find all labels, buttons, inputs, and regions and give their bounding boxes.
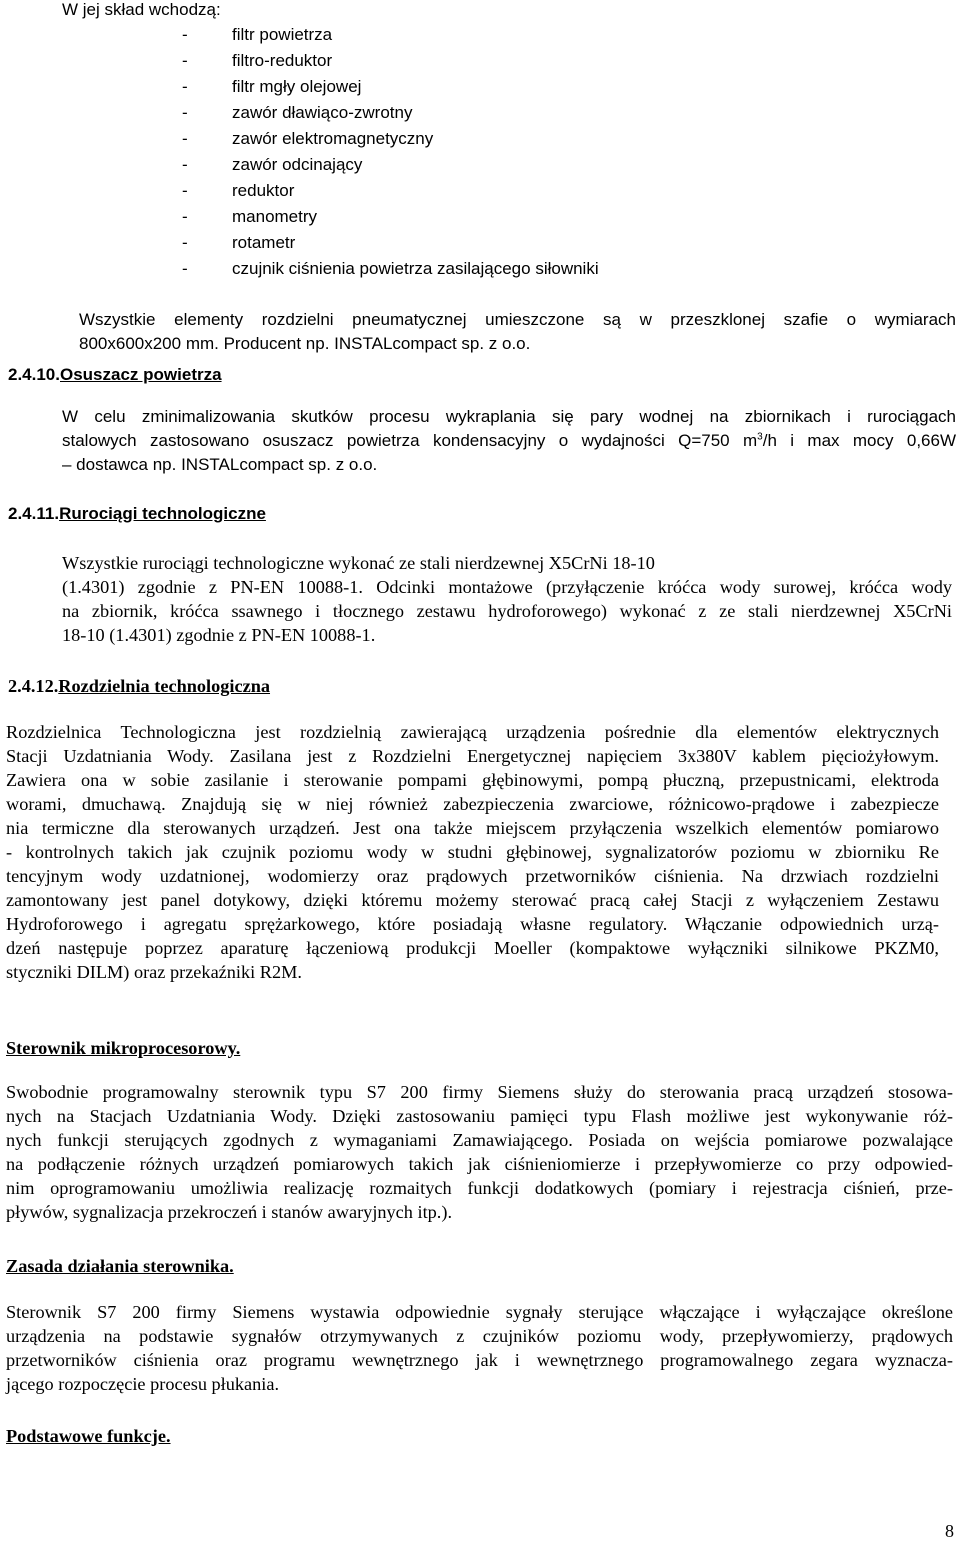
list-item: manometry	[232, 207, 318, 226]
paragraph-line: tencyjnym wody uzdatnionej, wodomierzy oraz prądowych przetworników ciśnienia. Na drzwiach rozdzielni	[6, 866, 939, 886]
paragraph-line: urządzenia na podstawie sygnałów otrzymywanych z czujników poziomu wody, przepływomierzy, prądowych	[6, 1326, 953, 1346]
paragraph-line: worami, dmuchawą. Znajdują się w niej również zabezpieczenia zwarciowe, różnicowo-prądowe i zabezpiecze	[6, 794, 939, 814]
superscript-3: 3	[757, 431, 763, 443]
paragraph-line: na zbiornik, króćca ssawnego i tłocznego zestawu hydroforowego) wykonać z ze stali nierdzewnej X5CrNi	[62, 601, 952, 621]
elements-paragraph	[79, 308, 956, 356]
list-dash: -	[182, 77, 188, 96]
zasada-heading: Zasada działania sterownika.	[6, 1256, 234, 1276]
paragraph-line: zamontowany jest panel dotykowy, dzięki któremu możemy sterować pracą całej Stacji z wyłączeniem Zestawu	[6, 890, 939, 910]
list-dash: -	[182, 181, 188, 200]
sterownik-heading: Sterownik mikroprocesorowy.	[6, 1038, 241, 1058]
funkcje-heading: Podstawowe funkcje.	[6, 1426, 171, 1446]
list-item: rotametr	[232, 233, 296, 252]
dryer-paragraph	[62, 405, 956, 477]
paragraph-line: nia termiczne dla sterowanych urządzeń. Jest ona także miejscem przyłączenia wszelkich elementów pomiarowo	[6, 818, 939, 838]
section-title: Rurociągi technologiczne	[59, 504, 266, 523]
zasada-paragraph	[6, 1300, 953, 1396]
paragraph-line: Wszystkie rurociągi technologiczne wykonać ze stali nierdzewnej X5CrNi 18-10	[62, 553, 655, 573]
paragraph-line: Zawiera ona w sobie zasilanie i sterowanie pompami głębinowymi, pompą płuczną, przepustnicami, elektroda	[6, 770, 939, 790]
list-item: filtr mgły olejowej	[232, 77, 362, 96]
list-item: zawór odcinający	[232, 155, 363, 174]
paragraph-line: dzeń następuje poprzez aparaturę łączeniową produkcji Moeller (kompaktowe wyłączniki silnikowe PKZM0,	[6, 938, 939, 958]
paragraph-line: Swobodnie programowalny sterownik typu S7 200 firmy Siemens służy do sterowania pracą urządzeń stosowa-	[6, 1082, 953, 1102]
list-dash: -	[182, 155, 188, 174]
list-dash: -	[182, 129, 188, 148]
list-dash: -	[182, 233, 188, 252]
pipelines-paragraph	[62, 551, 952, 647]
list-item: reduktor	[232, 181, 295, 200]
list-item: zawór elektromagnetyczny	[232, 129, 434, 148]
section-heading-2-4-12	[8, 674, 270, 698]
paragraph-line: styczniki DILM) oraz przekaźniki R2M.	[6, 962, 302, 982]
section-number: 2.4.11.	[8, 504, 60, 523]
list-item: czujnik ciśnienia powietrza zasilającego siłowniki	[232, 259, 599, 278]
paragraph-line: jącego rozpoczęcie procesu płukania.	[6, 1374, 280, 1394]
sterownik-paragraph	[6, 1080, 953, 1224]
section-heading-2-4-11	[8, 502, 266, 526]
list-item: filtr powietrza	[232, 25, 333, 44]
paragraph-line: przetworników ciśnienia oraz programu wewnętrznego jak i wewnętrznego programowalnego zegara wyznacza-	[6, 1350, 953, 1370]
paragraph-line: 18-10 (1.4301) zgodnie z PN-EN 10088-1.	[62, 625, 376, 645]
list-dash: -	[182, 103, 188, 122]
paragraph-line: Sterownik S7 200 firmy Siemens wystawia odpowiednie sygnały sterujące włączające i wyłączające określone	[6, 1302, 953, 1322]
paragraph-line: pływów, sygnalizacja przekroczeń i stanów awaryjnych itp.).	[6, 1202, 453, 1222]
section-heading-2-4-10	[8, 363, 222, 387]
list-item: filtro-reduktor	[232, 51, 333, 70]
section-title: Rozdzielnia technologiczna	[58, 676, 271, 696]
paragraph-line: - kontrolnych takich jak czujnik poziomu wody w studni głębinowej, sygnalizatorów poziomu w zbiorniku Re	[6, 842, 939, 862]
list-dash: -	[182, 207, 188, 226]
paragraph-line: stalowych zastosowano osuszacz powietrza kondensacyjny o wydajności Q=750 $m^3/h$ i max mocy 0,66W	[62, 431, 956, 450]
paragraph-line: nych funkcji sterujących zgodnych z wymaganiami Zamawiającego. Posiada on wejścia pomiarowe pozwalające	[6, 1130, 953, 1150]
paragraph-line: nim oprogramowaniu umożliwia realizację rozmaitych funkcji dodatkowych (pomiary i rejestracja ciśnień, prze-	[6, 1178, 953, 1198]
list-dash: -	[182, 51, 188, 70]
section-number: 2.4.10.	[8, 365, 60, 384]
section-number: 2.4.12.	[8, 676, 59, 696]
section-title: Osuszacz powietrza	[60, 365, 222, 384]
switchgear-paragraph	[6, 720, 939, 984]
list-item: zawór dławiąco-zwrotny	[232, 103, 413, 122]
paragraph-line: W celu zminimalizowania skutków procesu wykraplania się pary wodnej na zbiornikach i rurociągach	[62, 407, 956, 426]
paragraph-line: Wszystkie elementy rozdzielni pneumatycznej umieszczone są w przeszklonej szafie o wymiarach	[79, 310, 956, 329]
paragraph-line: nych na Stacjach Uzdatniania Wody. Dzięki zastosowaniu pamięci typu Flash możliwe jest wykonywanie róż-	[6, 1106, 953, 1126]
list-dash: -	[182, 25, 188, 44]
paragraph-line: Stacji Uzdatniania Wody. Zasilana jest z Rozdzielni Energetycznej napięciem 3x380V kablem pięciożyłowym.	[6, 746, 939, 766]
paragraph-line: Rozdzielnica Technologiczna jest rozdzielnią zawierającą urządzenia pośrednie dla elementów elektrycznych	[6, 722, 939, 742]
paragraph-line: 800x600x200 mm. Producent np. INSTALcompact sp. z o.o.	[79, 334, 531, 353]
paragraph-line: na podłączenie różnych urządzeń pomiarowych takich jak ciśnieniomierze i przepływomierze co przy odpowied-	[6, 1154, 953, 1174]
intro-text: W jej skład wchodzą:	[62, 0, 221, 19]
list-dash: -	[182, 259, 188, 278]
paragraph-line: (1.4301) zgodnie z PN-EN 10088-1. Odcinki montażowe (przyłączenie króćca wody surowej, króćca wody	[62, 577, 952, 597]
page-number: 8	[945, 1521, 954, 1541]
paragraph-line: – dostawca np. INSTALcompact sp. z o.o.	[62, 455, 378, 474]
paragraph-line: Hydroforowego i agregatu sprężarkowego, które posiadają własne regulatory. Włączanie odpowiednich urzą-	[6, 914, 939, 934]
